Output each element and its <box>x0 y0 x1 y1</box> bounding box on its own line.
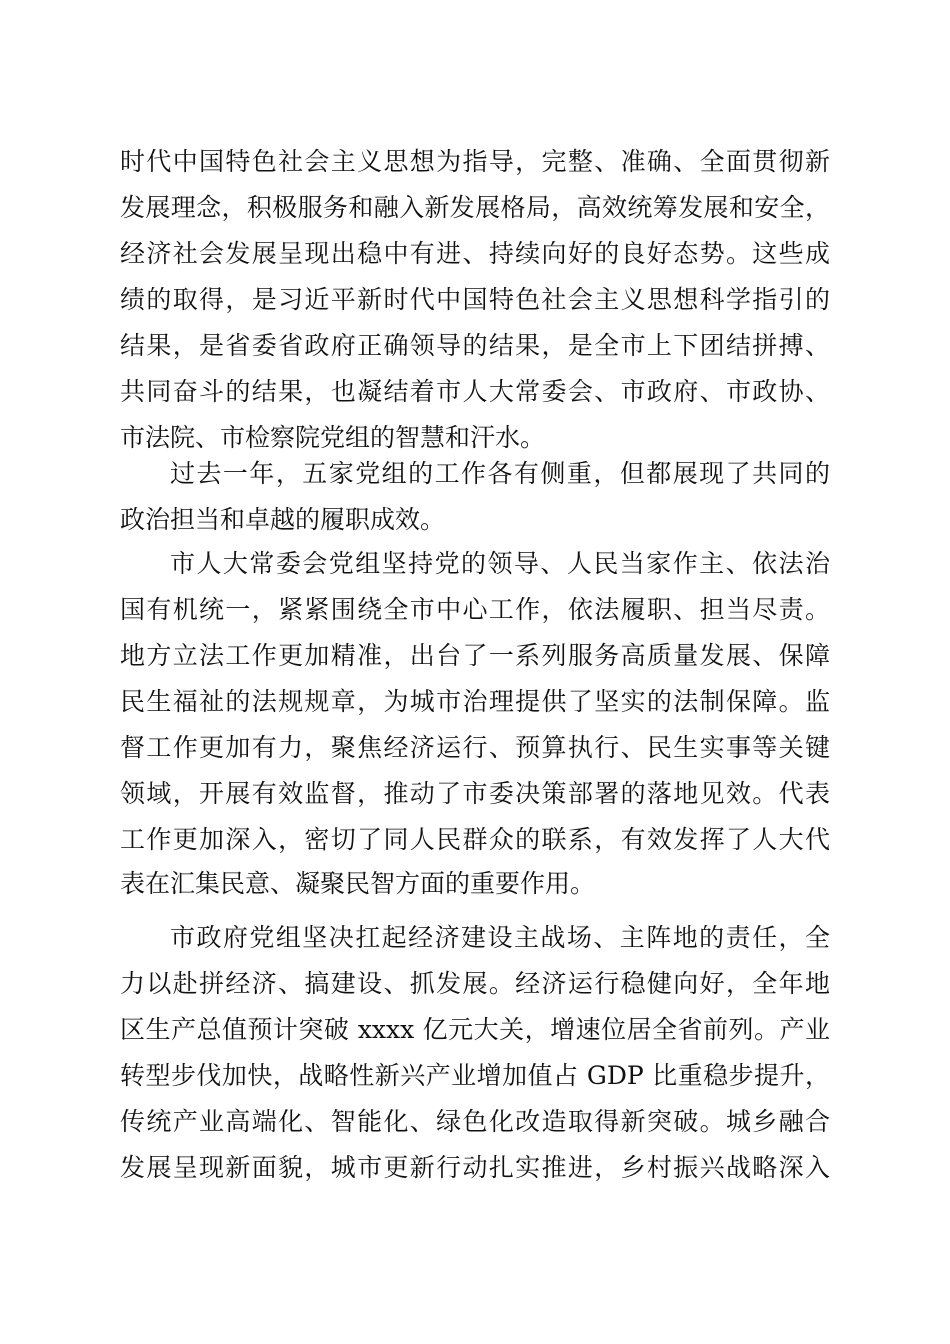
text-line: 领域，开展有效监督，推动了市委决策部署的落地见效。代表 <box>120 779 830 808</box>
paragraph-first-line: 过去一年，五家党组的工作各有侧重，但都展现了共同的 <box>170 459 830 488</box>
text-line: 力以赴拼经济、搞建设、抓发展。经济运行稳健向好，全年地 <box>120 969 830 998</box>
text-line: 国有机统一，紧紧围绕全市中心工作，依法履职、担当尽责。 <box>120 595 830 624</box>
text-line: 工作更加深入，密切了同人民群众的联系，有效发挥了人大代 <box>120 825 830 854</box>
text-line: 共同奋斗的结果，也凝结着市人大常委会、市政府、市政协、 <box>120 377 830 406</box>
paragraph-first-line: 市人大常委会党组坚持党的领导、人民当家作主、依法治 <box>170 549 830 578</box>
text-line: 表在汇集民意、凝聚民智方面的重要作用。 <box>120 869 596 898</box>
text-line: 地方立法工作更加精准，出台了一系列服务高质量发展、保障 <box>120 641 830 670</box>
paragraph-first-line: 市政府党组坚决扛起经济建设主战场、主阵地的责任，全 <box>170 923 830 952</box>
text-line: 区生产总值预计突破 xxxx 亿元大关，增速位居全省前列。产业 <box>120 1015 830 1044</box>
text-line: 发展理念，积极服务和融入新发展格局，高效统筹发展和安全， <box>120 193 830 222</box>
text-line: 时代中国特色社会主义思想为指导，完整、准确、全面贯彻新 <box>120 147 830 176</box>
text-line: 市法院、市检察院党组的智慧和汗水。 <box>120 423 546 452</box>
text-line: 民生福祉的法规规章，为城市治理提供了坚实的法制保障。监 <box>120 687 830 716</box>
text-line: 结果，是省委省政府正确领导的结果，是全市上下团结拼搏、 <box>120 331 830 360</box>
text-line: 经济社会发展呈现出稳中有进、持续向好的良好态势。这些成 <box>120 239 830 268</box>
text-line: 发展呈现新面貌，城市更新行动扎实推进，乡村振兴战略深入 <box>120 1153 830 1182</box>
text-line: 传统产业高端化、智能化、绿色化改造取得新突破。城乡融合 <box>120 1107 830 1136</box>
text-line: 督工作更加有力，聚焦经济运行、预算执行、民生实事等关键 <box>120 733 830 762</box>
text-line: 转型步伐加快，战略性新兴产业增加值占 GDP 比重稳步提升， <box>120 1061 830 1090</box>
text-line: 政治担当和卓越的履职成效。 <box>120 505 446 534</box>
text-line: 绩的取得，是习近平新时代中国特色社会主义思想科学指引的 <box>120 285 830 314</box>
